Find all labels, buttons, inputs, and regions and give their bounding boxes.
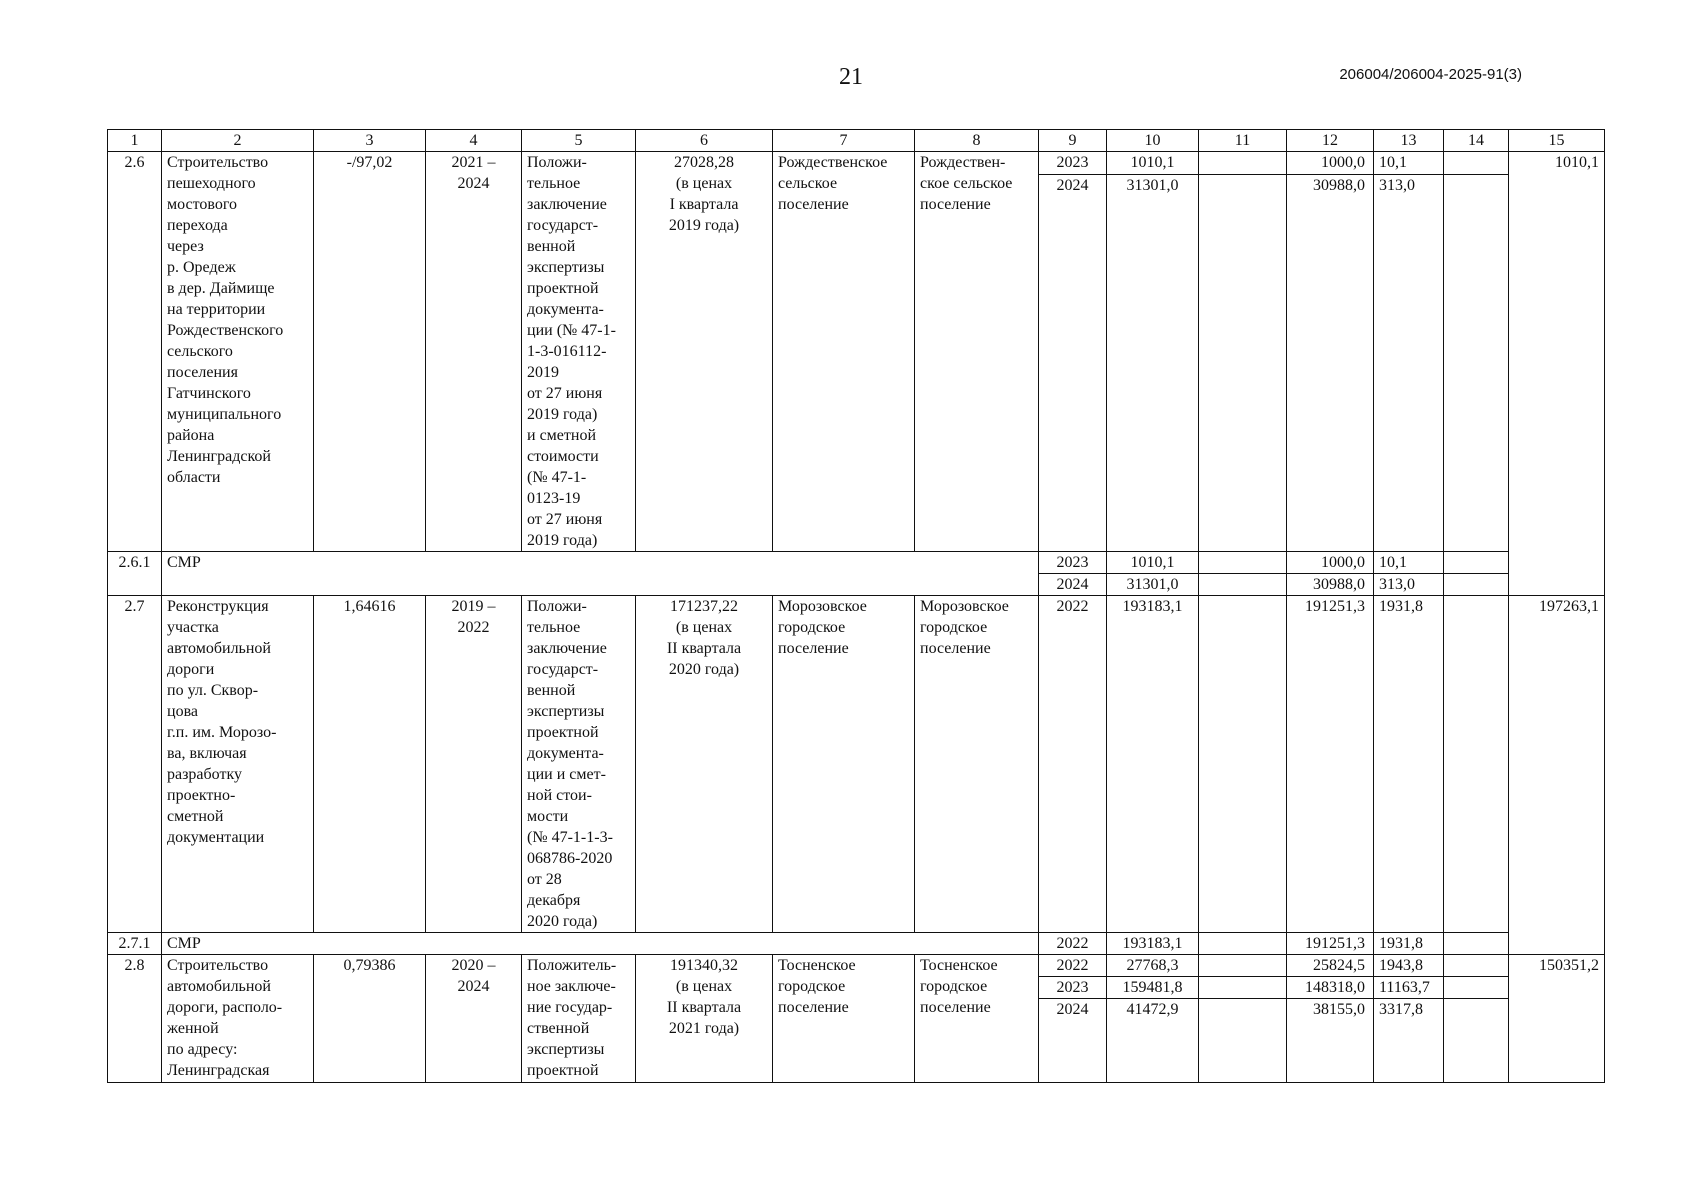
regional-budget-cell: 30988,0: [1287, 574, 1374, 596]
total-cell: 27768,3: [1107, 955, 1199, 977]
local-budget-cell: 10,1: [1374, 552, 1444, 574]
expertise-cell: Положитель- ное заключе- ние государ- ственной экспертизы проектной: [522, 955, 636, 1083]
col-header: 1: [108, 130, 162, 152]
col-header: 5: [522, 130, 636, 152]
program-table: [107, 129, 1605, 1083]
col-header: 8: [915, 130, 1039, 152]
regional-budget-cell: 1000,0: [1287, 152, 1374, 175]
year-cell: 2024: [1039, 574, 1107, 596]
empty-cell: [1199, 999, 1287, 1083]
row-number: 2.6: [108, 152, 162, 552]
cost-cell: 27028,28 (в ценах I квартала 2019 года): [636, 152, 773, 552]
table-row: [108, 596, 1605, 933]
col-header: 2: [162, 130, 314, 152]
row-number: 2.7.1: [108, 933, 162, 955]
regional-budget-cell: 148318,0: [1287, 977, 1374, 999]
year-cell: 2023: [1039, 552, 1107, 574]
capacity-cell: -/97,02: [314, 152, 426, 552]
empty-cell: [1444, 933, 1509, 955]
total-cell: 31301,0: [1107, 175, 1199, 552]
regional-budget-cell: 25824,5: [1287, 955, 1374, 977]
col-header: 10: [1107, 130, 1199, 152]
year-cell: 2022: [1039, 955, 1107, 977]
empty-cell: [1199, 574, 1287, 596]
regional-budget-cell: 191251,3: [1287, 933, 1374, 955]
total-cell: 193183,1: [1107, 933, 1199, 955]
col-header: 15: [1509, 130, 1605, 152]
col-header: 6: [636, 130, 773, 152]
empty-cell: [1444, 552, 1509, 574]
local-budget-cell: 3317,8: [1374, 999, 1444, 1083]
object-name: Строительство пешеходного мостового перехода через р. Оредеж в дер. Даймище на территории Рождественского сельского поселения Гатчинского муниципального района Ленинградской области: [162, 152, 314, 552]
col-header: 14: [1444, 130, 1509, 152]
empty-cell: [1199, 977, 1287, 999]
empty-cell: [1199, 552, 1287, 574]
local-budget-cell: 1931,8: [1374, 933, 1444, 955]
local-budget-cell: 1931,8: [1374, 596, 1444, 933]
cost-cell: 191340,32 (в ценах II квартала 2021 года): [636, 955, 773, 1083]
capacity-cell: 0,79386: [314, 955, 426, 1083]
period-cell: 2021 – 2024: [426, 152, 522, 552]
customer-cell: Морозовское городское поселение: [773, 596, 915, 933]
row-number: 2.7: [108, 596, 162, 933]
col-header: 11: [1199, 130, 1287, 152]
table-row: [108, 552, 1605, 574]
local-budget-cell: 313,0: [1374, 175, 1444, 552]
empty-cell: [1199, 152, 1287, 175]
subitem-name: СМР: [162, 552, 1039, 596]
subitem-name: СМР: [162, 933, 1039, 955]
object-name: Строительство автомобильной дороги, располо- женной по адресу: Ленинградская: [162, 955, 314, 1083]
empty-cell: [1444, 152, 1509, 175]
table-header-row: [108, 130, 1605, 152]
year-cell: 2022: [1039, 596, 1107, 933]
customer-cell: Рождественское сельское поселение: [773, 152, 915, 552]
row-number: 2.6.1: [108, 552, 162, 596]
expertise-cell: Положи- тельное заключение государст- венной экспертизы проектной документа- ции (№ 47-1- 1-3-016112- 2019 от 27 июня 2019 года) и сметной стоимости (№ 47-1- 0123-19 от 27 июня 2019 года): [522, 152, 636, 552]
regional-budget-cell: 30988,0: [1287, 175, 1374, 552]
total-cost-cell: 150351,2: [1509, 955, 1605, 1083]
empty-cell: [1199, 955, 1287, 977]
col-header: 12: [1287, 130, 1374, 152]
owner-cell: Рождествен- ское сельское поселение: [915, 152, 1039, 552]
year-cell: 2022: [1039, 933, 1107, 955]
empty-cell: [1199, 596, 1287, 933]
col-header: 3: [314, 130, 426, 152]
col-header: 13: [1374, 130, 1444, 152]
empty-cell: [1444, 596, 1509, 933]
cost-cell: 171237,22 (в ценах II квартала 2020 года): [636, 596, 773, 933]
table-row: [108, 955, 1605, 977]
empty-cell: [1444, 175, 1509, 552]
year-cell: 2024: [1039, 999, 1107, 1083]
page-number: 21: [839, 64, 863, 90]
empty-cell: [1199, 175, 1287, 552]
total-cost-cell: 197263,1: [1509, 596, 1605, 955]
year-cell: 2024: [1039, 175, 1107, 552]
year-cell: 2023: [1039, 152, 1107, 175]
regional-budget-cell: 1000,0: [1287, 552, 1374, 574]
empty-cell: [1444, 955, 1509, 977]
empty-cell: [1444, 977, 1509, 999]
regional-budget-cell: 38155,0: [1287, 999, 1374, 1083]
table-row: [108, 933, 1605, 955]
total-cost-cell: 1010,1: [1509, 152, 1605, 596]
total-cell: 41472,9: [1107, 999, 1199, 1083]
empty-cell: [1199, 933, 1287, 955]
local-budget-cell: 1943,8: [1374, 955, 1444, 977]
owner-cell: Морозовское городское поселение: [915, 596, 1039, 933]
period-cell: 2019 – 2022: [426, 596, 522, 933]
customer-cell: Тосненское городское поселение: [773, 955, 915, 1083]
year-cell: 2023: [1039, 977, 1107, 999]
regional-budget-cell: 191251,3: [1287, 596, 1374, 933]
period-cell: 2020 – 2024: [426, 955, 522, 1083]
object-name: Реконструкция участка автомобильной дороги по ул. Сквор- цова г.п. им. Морозо- ва, включая разработку проектно- сметной документации: [162, 596, 314, 933]
total-cell: 193183,1: [1107, 596, 1199, 933]
col-header: 9: [1039, 130, 1107, 152]
row-number: 2.8: [108, 955, 162, 1083]
local-budget-cell: 313,0: [1374, 574, 1444, 596]
table-row: [108, 152, 1605, 175]
owner-cell: Тосненское городское поселение: [915, 955, 1039, 1083]
total-cell: 1010,1: [1107, 552, 1199, 574]
expertise-cell: Положи- тельное заключение государст- венной экспертизы проектной документа- ции и смет- ной стои- мости (№ 47-1-1-3- 068786-2020 от 28 декабря 2020 года): [522, 596, 636, 933]
capacity-cell: 1,64616: [314, 596, 426, 933]
total-cell: 31301,0: [1107, 574, 1199, 596]
total-cell: 1010,1: [1107, 152, 1199, 175]
col-header: 4: [426, 130, 522, 152]
total-cell: 159481,8: [1107, 977, 1199, 999]
empty-cell: [1444, 999, 1509, 1083]
local-budget-cell: 11163,7: [1374, 977, 1444, 999]
empty-cell: [1444, 574, 1509, 596]
local-budget-cell: 10,1: [1374, 152, 1444, 175]
col-header: 7: [773, 130, 915, 152]
document-id: 206004/206004-2025-91(3): [1339, 66, 1522, 83]
